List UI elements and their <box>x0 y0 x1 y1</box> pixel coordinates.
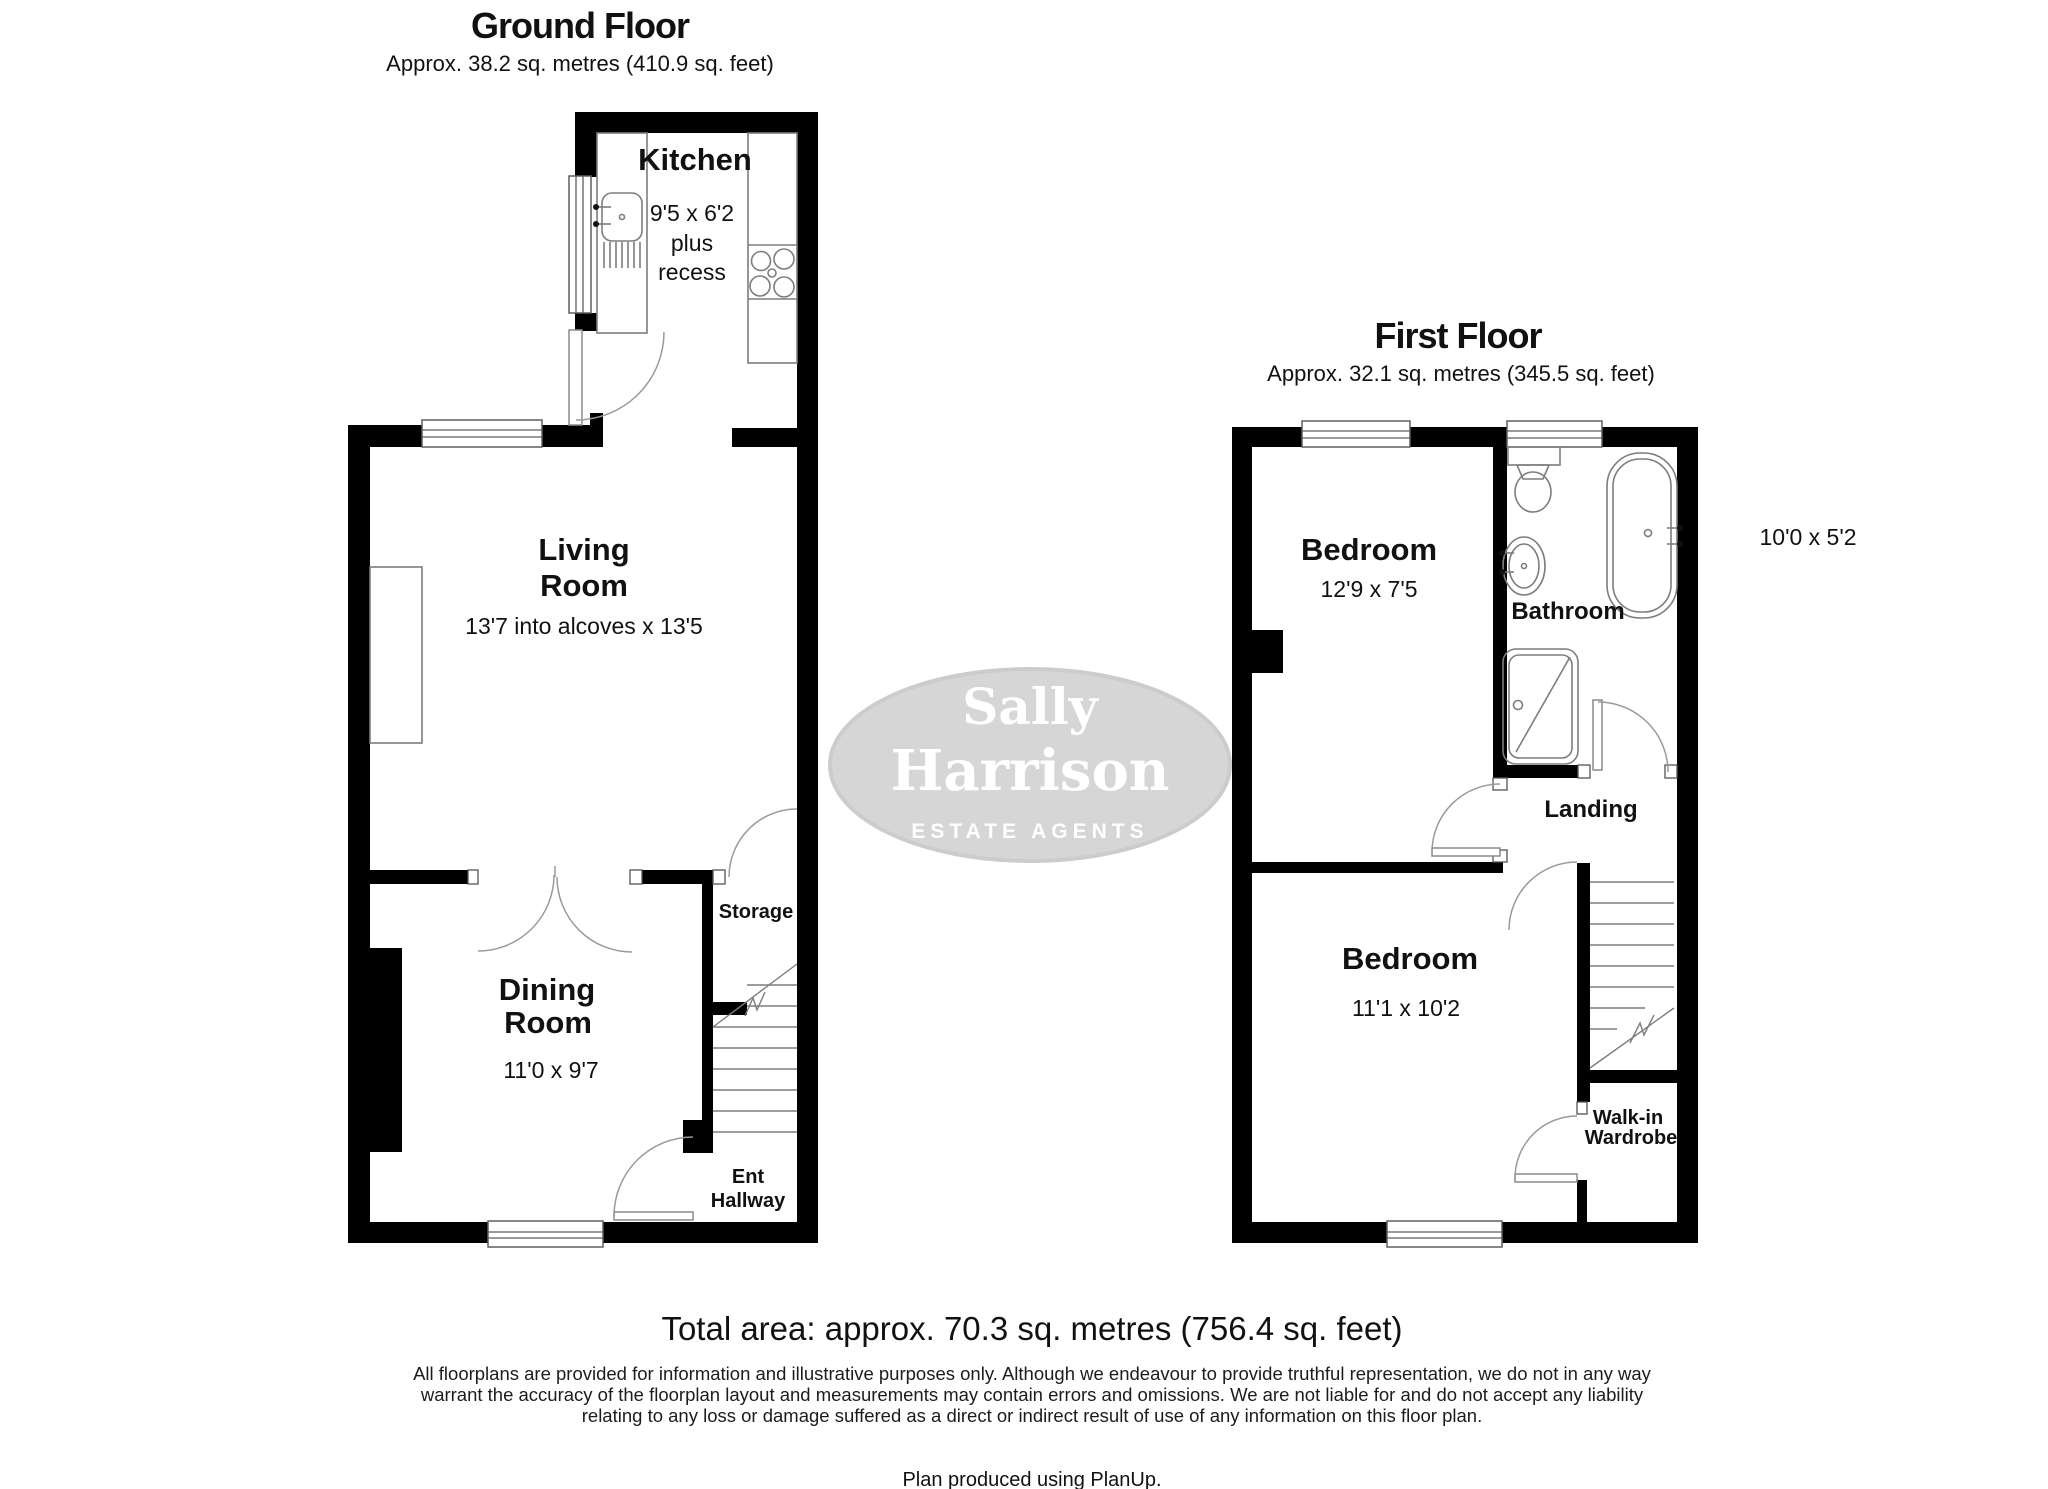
first-staircase <box>1590 882 1674 1068</box>
kitchen-dims-1: 9'5 x 6'2 <box>649 200 735 226</box>
disclaimer-line-2: warrant the accuracy of the floorplan layout and measurements may contain errors and omissions. We are not liable for and do not accept any liability <box>420 1384 1644 1405</box>
dining-room-label-2: Room <box>504 1005 592 1040</box>
kitchen-label: Kitchen <box>638 142 752 177</box>
watermark-line3: ESTATE AGENTS <box>911 820 1149 843</box>
storage-door <box>729 809 797 877</box>
living-dining-double-doors <box>478 866 632 952</box>
first-floor-plan <box>1232 315 1857 1247</box>
kitchen-sink-fixture <box>593 193 642 268</box>
kitchen-hob-fixture <box>748 133 797 363</box>
first-floor-subtitle: Approx. 32.1 sq. metres (345.5 sq. feet) <box>1267 361 1655 386</box>
footer <box>413 1310 1652 1489</box>
bathroom-dims: 10'0 x 5'2 <box>1759 524 1857 550</box>
bedroom1-dims: 12'9 x 7'5 <box>1320 576 1418 602</box>
living-room-label-2: Room <box>540 568 628 603</box>
bathroom-label: Bathroom <box>1511 598 1625 625</box>
bedroom2-dims: 11'1 x 10'2 <box>1351 995 1461 1021</box>
bedroom1-door <box>1432 784 1500 856</box>
wardrobe-label-2: Wardrobe <box>1584 1127 1678 1149</box>
kitchen-door <box>569 330 664 425</box>
disclaimer-line-1: All floorplans are provided for information and illustrative purposes only. Although we endeavour to provide truthful representation, we do not in any way <box>413 1363 1651 1384</box>
wardrobe-label-1: Walk-in <box>1592 1107 1664 1129</box>
bedroom2-door <box>1509 862 1577 930</box>
sink-drainer <box>604 242 640 268</box>
bedroom2-window <box>1387 1221 1502 1247</box>
living-room-label-1: Living <box>538 532 630 567</box>
total-area-text: Total area: approx. 70.3 sq. metres (756.4 sq. feet) <box>661 1310 1403 1347</box>
ent-hallway-label-1: Ent <box>731 1166 765 1188</box>
first-floor-title: First Floor <box>1374 315 1542 356</box>
toilet-fixture <box>1508 447 1560 512</box>
living-room-alcove <box>370 567 422 743</box>
kitchen-window <box>569 176 591 313</box>
ground-staircase <box>713 964 797 1132</box>
watermark-line1: Sally <box>962 677 1098 736</box>
kitchen-dims-3: recess <box>658 259 726 285</box>
ground-floor-subtitle: Approx. 38.2 sq. metres (410.9 sq. feet) <box>386 51 774 76</box>
bathroom-door <box>1593 700 1668 772</box>
ent-hallway-label-2: Hallway <box>710 1190 786 1212</box>
dining-room-label-1: Dining <box>498 972 596 1007</box>
disclaimer-line-3: relating to any loss or damage suffered as a direct or indirect result of use of any information on this floor plan. <box>581 1405 1483 1426</box>
storage-label: Storage <box>718 901 794 923</box>
wardrobe-door <box>1515 1116 1577 1182</box>
living-room-dims: 13'7 into alcoves x 13'5 <box>465 613 703 639</box>
bedroom2-label: Bedroom <box>1341 941 1479 976</box>
dining-room-window <box>488 1221 603 1247</box>
living-room-window <box>422 420 542 447</box>
watermark-line2: Harrison <box>890 738 1170 804</box>
ground-floor-title: Ground Floor <box>471 5 689 46</box>
agency-watermark <box>830 669 1230 861</box>
kitchen-dims-2: plus <box>670 230 714 256</box>
bedroom1-label: Bedroom <box>1300 532 1438 567</box>
shower-fixture <box>1503 649 1578 764</box>
planup-credit: Plan produced using PlanUp. <box>902 1469 1162 1489</box>
landing-label: Landing <box>1544 796 1638 823</box>
hallway-door <box>614 1137 693 1220</box>
bedroom1-window <box>1302 421 1410 447</box>
bathroom-window <box>1507 421 1602 447</box>
bathtub-fixture <box>1607 453 1683 618</box>
ground-floor-plan <box>348 5 818 1247</box>
dining-room-dims: 11'0 x 9'7 <box>503 1057 599 1083</box>
